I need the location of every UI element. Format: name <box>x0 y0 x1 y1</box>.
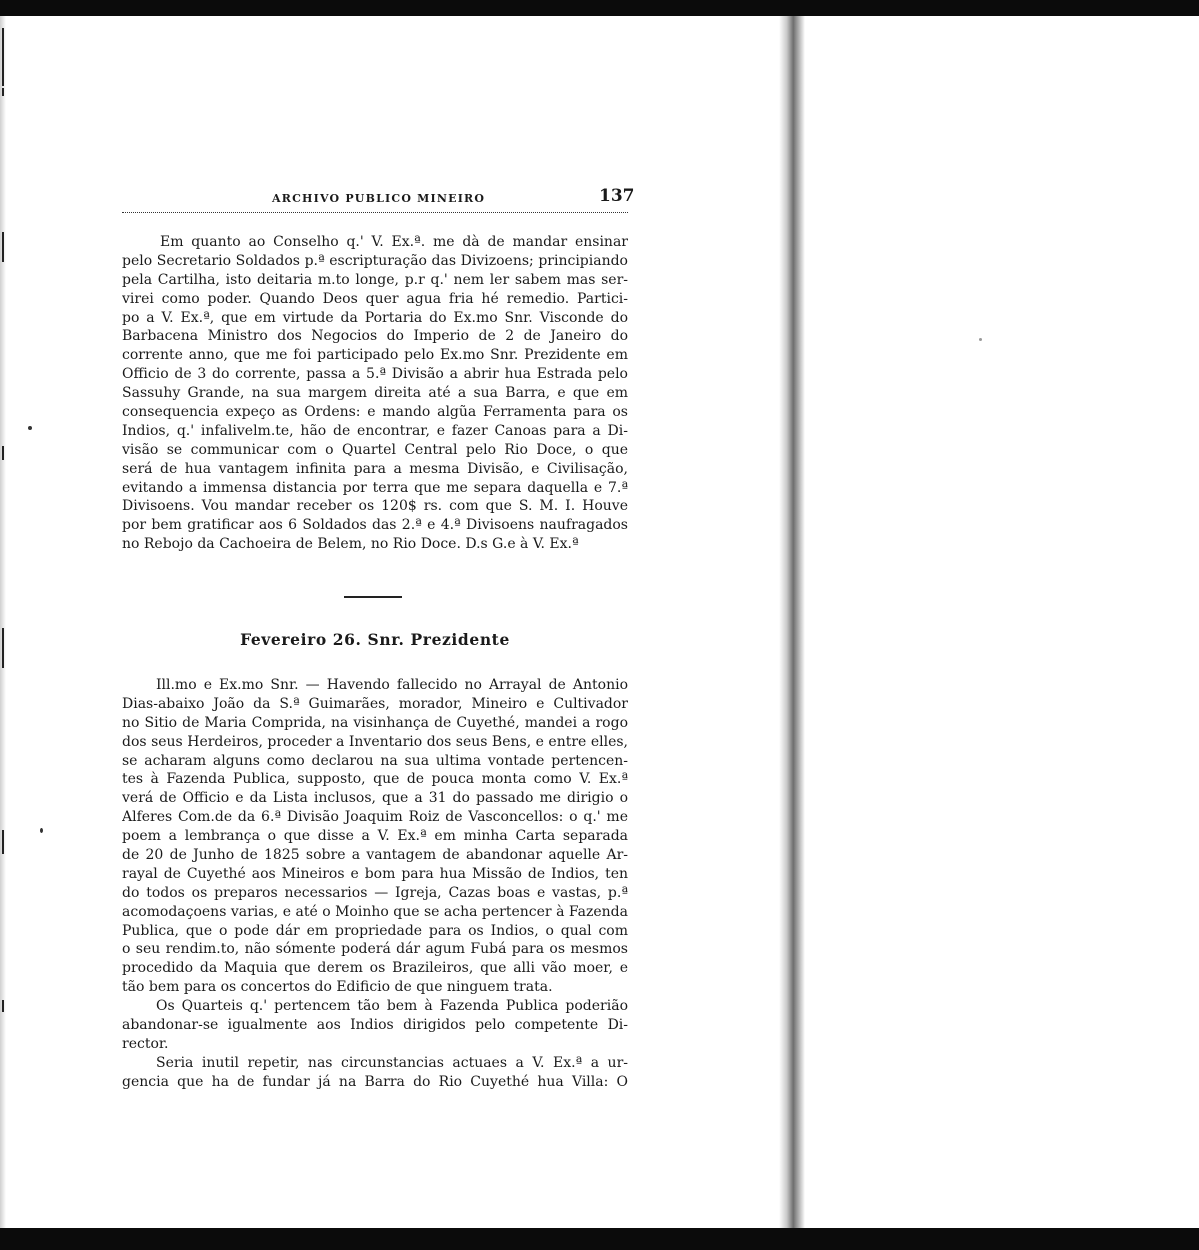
scan-left-edge <box>0 16 6 1228</box>
scan-top-border <box>0 0 1199 16</box>
text-line: acomodaçoens varias, e até o Moinho que se acha pertencer à Fazenda <box>122 903 628 920</box>
text-line: Em quanto ao Conselho q.' V. Ex.ª. me dà de mandar ensinar <box>160 234 628 250</box>
running-title: ARCHIVO PUBLICO MINEIRO <box>272 192 486 205</box>
text-line: gencia que ha de fundar já na Barra do Rio Cuyethé hua Villa: O <box>122 1073 628 1090</box>
text-line: visão se communicar com o Quartel Central pelo Rio Doce, o que <box>122 441 628 458</box>
text-line: do todos os preparos necessarios — Igreja, Cazas boas e vastas, p.ª <box>122 884 628 901</box>
text-line: evitando a immensa distancia por terra que me separa daquella e 7.ª <box>122 479 628 496</box>
text-line: virei como poder. Quando Deos quer agua fria hé remedio. Partici- <box>122 290 628 307</box>
text-line: abandonar-se igualmente aos Indios dirigidos pelo competente Di- <box>122 1017 628 1034</box>
page-number: 137 <box>599 186 635 206</box>
text-line: dos seus Herdeiros, proceder a Inventario dos seus Bens, e entre elles, <box>122 733 628 750</box>
text-line: Publica, que o pode dár em propriedade para os Indios, o qual com <box>122 922 628 939</box>
text-line: poem a lembrança o que disse a V. Ex.ª em minha Carta separada <box>122 828 628 845</box>
letter-heading: Fevereiro 26. Snr. Prezidente <box>240 630 510 649</box>
scan-bottom-border <box>0 1228 1199 1250</box>
letter-continuation <box>122 233 628 554</box>
text-line: o seu rendim.to, não sómente poderá dár agum Fubá para os mesmos <box>122 941 628 958</box>
text-line: po a V. Ex.ª, que em virtude da Portaria do Ex.mo Snr. Visconde do <box>122 309 628 326</box>
scan-mark <box>2 28 4 86</box>
text-line: se acharam alguns como declarou na sua ultima vontade pertencen- <box>122 752 628 769</box>
text-line: tes à Fazenda Publica, supposto, que de pouca monta como V. Ex.ª <box>122 771 628 788</box>
letter-body <box>122 676 628 1092</box>
scan-speck <box>40 828 43 833</box>
text-line: rector. <box>122 1035 169 1052</box>
running-head <box>122 180 635 210</box>
text-line: rayal de Cuyethé aos Mineiros e bom para hua Missão de Indios, ten <box>122 865 628 882</box>
text-line: procedido da Maquia que derem os Brazileiros, que alli vão moer, e <box>122 960 628 977</box>
text-line: tão bem para os concertos do Edificio de que ninguem trata. <box>122 979 553 996</box>
text-line: corrente anno, que me foi participado pelo Ex.mo Snr. Prezidente em <box>122 347 628 364</box>
text-line: Dias-abaixo João da S.ª Guimarães, morador, Mineiro e Cultivador <box>122 695 628 712</box>
header-rule <box>122 212 628 213</box>
text-line: de 20 de Junho de 1825 sobre a vantagem de abandonar aquelle Ar- <box>122 847 628 864</box>
text-line: Alferes Com.de da 6.ª Divisão Joaquim Roiz de Vasconcellos: o q.' me <box>122 809 628 826</box>
text-line: Officio de 3 do corrente, passa a 5.ª Divisão a abrir hua Estrada pelo <box>122 366 628 383</box>
text-line: Os Quarteis q.' pertencem tão bem à Fazenda Publica poderião <box>156 998 628 1015</box>
text-line: no Sitio de Maria Comprida, na visinhança de Cuyethé, mandei a rogo <box>122 714 628 731</box>
section-separator <box>344 596 402 598</box>
scan-mark <box>2 446 4 460</box>
text-line: no Rebojo da Cachoeira de Belem, no Rio Doce. D.s G.e à V. Ex.ª <box>122 536 579 553</box>
text-line: Barbacena Ministro dos Negocios do Imperio de 2 de Janeiro do <box>122 328 628 345</box>
book-gutter-shadow <box>779 16 805 1228</box>
text-line: Sassuhy Grande, na sua margem direita até a sua Barra, e que em <box>122 385 628 402</box>
text-line: verá de Officio e da Lista inclusos, que a 31 do passado me dirigio o <box>122 790 628 807</box>
text-line: Seria inutil repetir, nas circunstancias actuaes a V. Ex.ª a ur- <box>156 1054 628 1071</box>
scan-mark <box>2 232 4 262</box>
text-line: Ill.mo e Ex.mo Snr. — Havendo fallecido no Arrayal de Antonio <box>156 677 628 693</box>
scan-speck <box>28 426 32 430</box>
text-line: será de hua vantagem infinita para a mesma Divisão, e Civilisação, <box>122 460 628 477</box>
text-line: Divisoens. Vou mandar receber os 120$ rs. com que S. M. I. Houve <box>122 498 628 515</box>
text-line: Indios, q.' infalivelm.te, hão de encontrar, e fazer Canoas para a Di- <box>122 422 628 439</box>
scan-speck <box>979 338 982 341</box>
text-line: consequencia expeço as Ordens: e mando algũa Ferramenta para os <box>122 404 628 421</box>
scan-mark <box>2 830 4 854</box>
scan-mark <box>2 628 4 668</box>
text-line: por bem gratificar aos 6 Soldados das 2.ª e 4.ª Divisoens naufragados <box>122 517 628 534</box>
scan-mark <box>2 1000 4 1012</box>
scan-mark <box>2 88 4 96</box>
text-line: pelo Secretario Soldados p.ª escripturação das Divizoens; principiando <box>122 252 628 269</box>
text-line: pela Cartilha, isto deitaria m.to longe, p.r q.' nem ler sabem mas ser- <box>122 271 628 288</box>
